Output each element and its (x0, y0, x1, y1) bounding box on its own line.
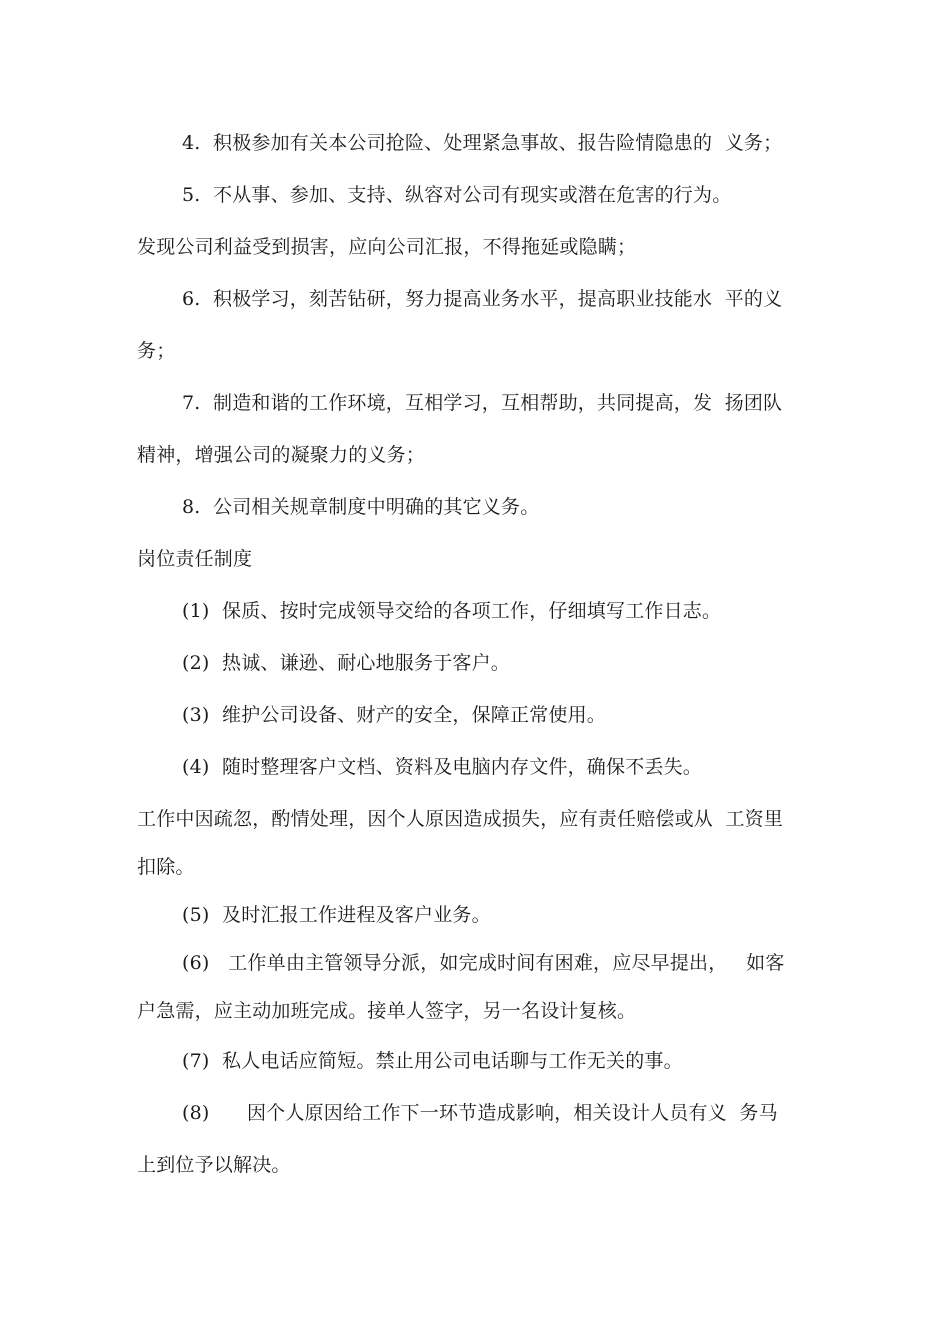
duty-item-7-continuation: 精神，增强公司的凝聚力的义务； (137, 444, 426, 466)
responsibility-item-5: (5) 及时汇报工作进程及客户业务。 (182, 904, 491, 926)
duty-item-6: 6. 积极学习，刻苦钻研，努力提高业务水平，提高职业技能水 平的义 (182, 288, 783, 310)
responsibility-item-7: (7) 私人电话应简短。禁止用公司电话聊与工作无关的事。 (182, 1050, 683, 1072)
responsibility-item-6: (6) 工作单由主管领导分派，如完成时间有困难，应尽早提出， 如客 (182, 952, 785, 974)
responsibility-item-2: (2) 热诚、谦逊、耐心地服务于客户。 (182, 652, 510, 674)
duty-item-5: 5. 不从事、参加、支持、纵容对公司有现实或潜在危害的行为。 (182, 184, 732, 206)
duty-item-7: 7. 制造和谐的工作环境，互相学习，互相帮助，共同提高，发 扬团队 (182, 392, 783, 414)
responsibility-item-8: (8) 因个人原因给工作下一环节造成影响，相关设计人员有义 务马 (182, 1102, 778, 1124)
duty-item-4: 4. 积极参加有关本公司抢险、处理紧急事故、报告险情隐患的 义务； (182, 132, 783, 154)
responsibility-item-4-note-continuation: 扣除。 (137, 856, 195, 878)
responsibility-item-6-continuation: 户急需，应主动加班完成。接单人签字，另一名设计复核。 (137, 1000, 637, 1022)
responsibility-item-3: (3) 维护公司设备、财产的安全，保障正常使用。 (182, 704, 606, 726)
responsibility-item-4-note: 工作中因疏忽，酌情处理，因个人原因造成损失，应有责任赔偿或从 工资里 (137, 808, 784, 830)
section-heading: 岗位责任制度 (137, 548, 253, 570)
responsibility-item-8-continuation: 上到位予以解决。 (137, 1154, 291, 1176)
responsibility-item-1: (1) 保质、按时完成领导交给的各项工作，仔细填写工作日志。 (182, 600, 722, 622)
responsibility-item-4: (4) 随时整理客户文档、资料及电脑内存文件，确保不丢失。 (182, 756, 702, 778)
duty-item-6-continuation: 务； (137, 340, 176, 362)
duty-item-5-continuation: 发现公司利益受到损害，应向公司汇报，不得拖延或隐瞒； (137, 236, 637, 258)
duty-item-8: 8. 公司相关规章制度中明确的其它义务。 (182, 496, 540, 518)
